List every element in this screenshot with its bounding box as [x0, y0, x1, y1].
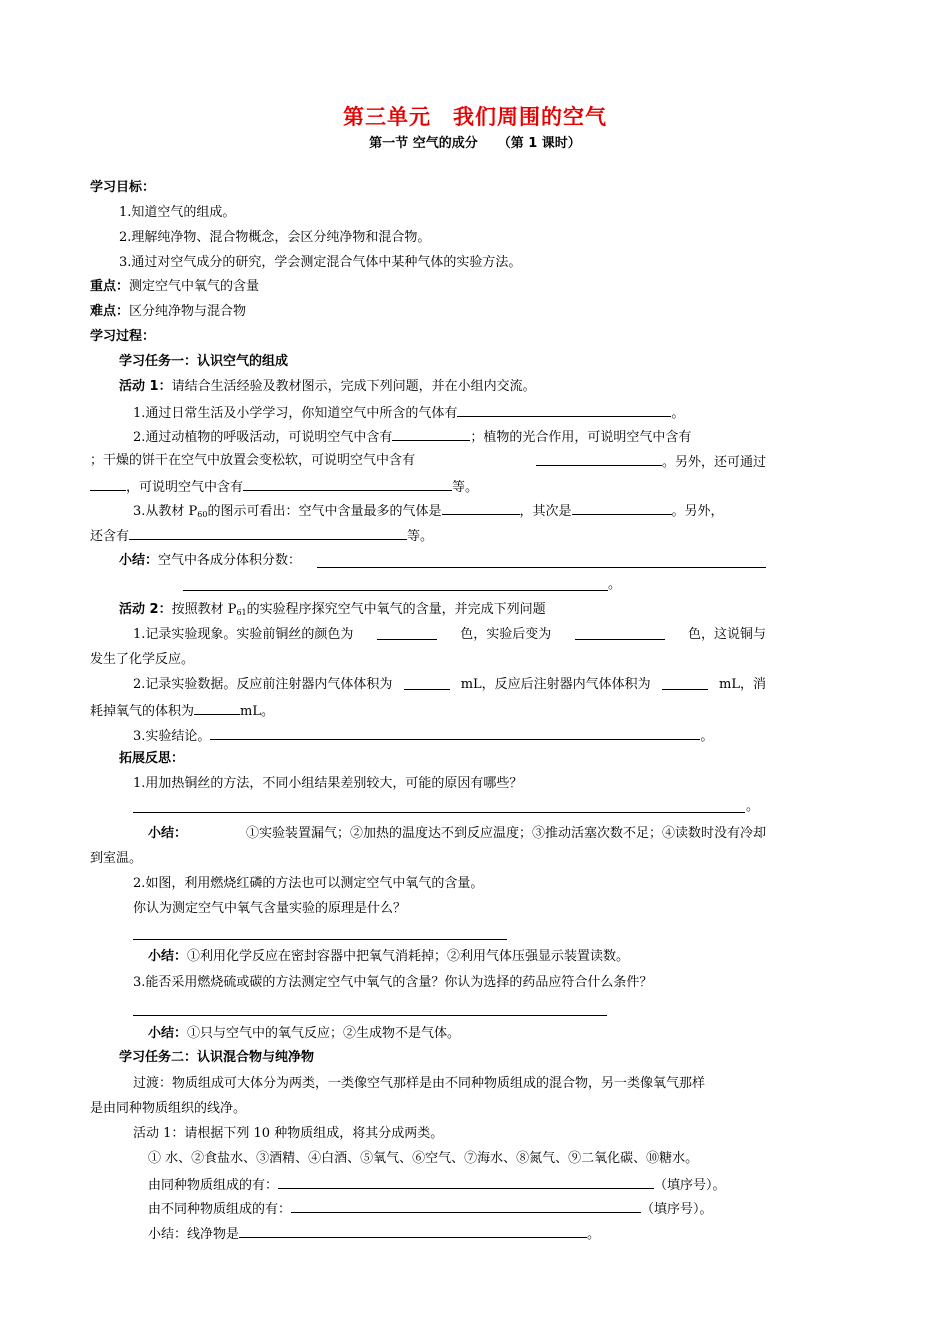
task2-heading: 学习任务二：认识混合物与纯净物 — [119, 1050, 315, 1065]
answer-blank[interactable] — [457, 404, 671, 417]
act2-question-1-cont: 发生了化学反应。 — [90, 652, 195, 667]
extension-q1-summary-cont: 到室温。 — [90, 851, 143, 866]
extension-q3-summary: 小结：①只与空气中的氧气反应；②生成物不是气体。 — [148, 1026, 461, 1041]
goal-3: 3.通过对空气成分的研究，学会测定混合气体中某种气体的实验方法。 — [119, 255, 522, 270]
answer-line[interactable] — [317, 567, 766, 568]
task2-summary: 小结：线净物是 。 — [148, 1227, 601, 1242]
pure-substances: 由同种物质组成的有： （填序号）。 — [148, 1178, 726, 1193]
extension-q1: 1.用加热铜丝的方法，不同小组结果差别较大，可能的原因有哪些？ — [133, 776, 523, 791]
answer-blank[interactable] — [377, 627, 437, 640]
answer-blank[interactable] — [442, 502, 520, 515]
answer-line[interactable] — [133, 939, 507, 940]
activity2-intro: 活动 2：按照教材 $P_{61}$的实验程序探究空气中氧气的含量，并完成下列问题 — [119, 602, 546, 617]
transition-line1: 过渡：物质组成可大体分为两类，一类像空气那样是由不同种物质组成的混合物，另一类像氧气那样 — [133, 1076, 706, 1091]
question-2-line3: ，可说明空气中含有 等。 — [90, 478, 478, 496]
answer-blank[interactable] — [210, 727, 700, 740]
question-1: 1.通过日常生活及小学学习，你知道空气中所含的气体有 。 — [133, 406, 685, 421]
goals-heading: 学习目标： — [90, 180, 156, 195]
act2-question-2: 2.记录实验数据。反应前注射器内气体体积为 mL，反应后注射器内气体体积为 mL，消 — [133, 677, 766, 692]
mixtures: 由不同种物质组成的有： （填序号）。 — [148, 1202, 713, 1217]
act2-question-2-cont: 耗掉氧气的体积为 mL。 — [90, 704, 274, 719]
goal-1: 1.知道空气的组成。 — [119, 205, 236, 220]
question-3-line2: 还含有 等。 — [90, 529, 434, 544]
task1-heading: 学习任务一：认识空气的组成 — [119, 354, 289, 369]
answer-blank[interactable] — [536, 453, 662, 466]
answer-line[interactable] — [183, 590, 608, 591]
answer-blank[interactable] — [243, 478, 452, 491]
act2-question-3: 3.实验结论。 。 — [133, 729, 714, 744]
answer-line[interactable] — [133, 812, 745, 813]
extension-q2-summary: 小结：①利用化学反应在密封容器中把氧气消耗掉；②利用气体压强显示装置读数。 — [148, 949, 630, 964]
difficult-point: 难点：区分纯净物与混合物 — [90, 304, 247, 319]
goal-2: 2.理解纯净物、混合物概念，会区分纯净物和混合物。 — [119, 230, 431, 245]
transition-line2: 是由同种物质组织的线净。 — [90, 1101, 247, 1116]
extension-heading: 拓展反思： — [119, 751, 185, 766]
answer-blank[interactable] — [404, 677, 450, 690]
answer-blank[interactable] — [194, 702, 240, 715]
answer-blank[interactable] — [291, 1200, 641, 1213]
question-2-line2: ；干燥的饼干在空气中放置会变松软，可说明空气中含有 。另外，还可通过 — [90, 453, 766, 470]
answer-blank[interactable] — [662, 677, 708, 690]
unit-title: 第三单元 我们周围的空气 — [343, 105, 607, 129]
answer-blank[interactable] — [575, 627, 665, 640]
answer-blank[interactable] — [239, 1225, 587, 1238]
section-title: 第一节 空气的成分 （第 1 课时） — [369, 136, 581, 151]
act2-question-1: 1.记录实验现象。实验前铜丝的颜色为 色，实验后变为 色，这说铜与 — [133, 627, 766, 642]
task2-activity1: 活动 1：请根据下列 10 种物质组成，将其分成两类。 — [133, 1126, 444, 1141]
process-heading: 学习过程： — [90, 329, 156, 344]
answer-blank[interactable] — [572, 502, 672, 515]
answer-blank[interactable] — [90, 478, 126, 491]
extension-q3: 3.能否采用燃烧硫或碳的方法测定空气中氧气的含量？你认为选择的药品应符合什么条件？ — [133, 975, 653, 990]
substance-list: ① 水、②食盐水、③酒精、④白酒、⑤氧气、⑥空气、⑦海水、⑧氮气、⑨二氧化碳、⑩糖水。 — [148, 1151, 699, 1166]
extension-q2: 2.如图，利用燃烧红磷的方法也可以测定空气中氧气的含量。 — [133, 876, 484, 891]
extension-q2b: 你认为测定空气中氧气含量实验的原理是什么？ — [133, 901, 407, 916]
answer-blank[interactable] — [129, 527, 407, 540]
extension-q1-end: 。 — [746, 799, 760, 814]
answer-blank[interactable] — [392, 428, 470, 441]
question-3-line1: 3.从教材 $P_{60}$的图示可看出：空气中含量最多的气体是 ，其次是 。另外， — [133, 504, 724, 519]
answer-blank[interactable] — [278, 1176, 654, 1189]
summary-1-end: 。 — [608, 577, 622, 592]
activity1-intro: 活动 1：请结合生活经验及教材图示，完成下列问题，并在小组内交流。 — [119, 379, 536, 394]
summary-1: 小结：空气中各成分体积分数： — [119, 553, 302, 568]
key-point: 重点：测定空气中氧气的含量 — [90, 279, 260, 294]
question-2-line1: 2.通过动植物的呼吸活动，可说明空气中含有 ；植物的光合作用，可说明空气中含有 — [133, 430, 692, 445]
extension-q1-summary: 小结： ①实验装置漏气；②加热的温度达不到反应温度；③推动活塞次数不足；④读数时没有冷却 — [148, 826, 766, 841]
answer-line[interactable] — [133, 1015, 607, 1016]
